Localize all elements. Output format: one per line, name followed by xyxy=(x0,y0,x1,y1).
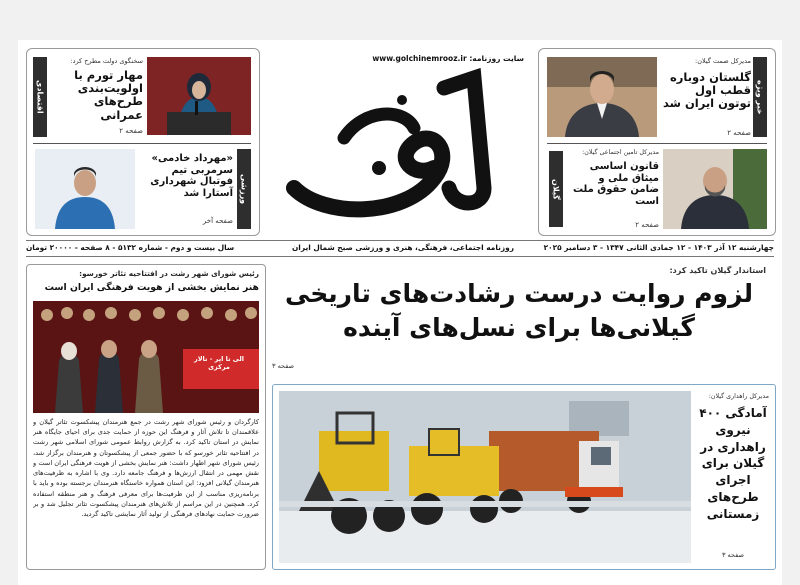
page-reference: صفحه آخر xyxy=(202,217,233,225)
site-url[interactable]: www.golchinemrooz.ir xyxy=(372,54,467,63)
story-kicker: مدیرکل راهداری گیلان: xyxy=(708,393,769,400)
story-photo-coach xyxy=(35,149,135,229)
site-url-line xyxy=(272,54,524,63)
info-bar-top-rule xyxy=(26,240,774,241)
story-headline[interactable]: هنر نمایش بخشی از هویت فرهنگی ایران است xyxy=(44,282,259,293)
main-kicker: استاندار گیلان تاکید کرد: xyxy=(669,266,766,275)
page-reference: صفحه ۳ xyxy=(272,362,295,370)
newspaper-page xyxy=(18,40,782,585)
story-kicker: مدیرکل صمت گیلان: xyxy=(695,57,751,65)
story-photo-official xyxy=(547,57,657,137)
story-photo-snow-ploughs xyxy=(279,391,691,563)
page-reference: صفحه ۳ xyxy=(721,551,745,559)
story-kicker: سخنگوی دولت مطرح کرد: xyxy=(70,57,143,65)
divider xyxy=(33,143,251,144)
section-tag-gilan: گیلان xyxy=(549,151,563,227)
tagline: روزنامه اجتماعی، فرهنگی، هنری و ورزشی صبح شمال ایران xyxy=(292,243,514,252)
story-headline[interactable]: مهار تورم با اولویت‌بندی طرح‌های عمرانی xyxy=(74,68,143,122)
site-label: سایت روزنامه: xyxy=(469,54,524,63)
page-reference: صفحه ۲ xyxy=(119,127,143,135)
story-kicker: رئیس شورای شهر رشت در افتتاحیه تئاتر خورسو: xyxy=(79,269,259,278)
page-reference: صفحه ۲ xyxy=(635,221,659,229)
issue-line: سال بیست و دوم - شماره ۵۱۳۲ - ۸ صفحه - ۲۰۰۰۰ تومان xyxy=(26,243,235,252)
main-headline-line-1[interactable]: لزوم روایت درست رشادت‌های تاریخی xyxy=(284,279,754,308)
banner-text: الی تا اپر - تالار مرکزی xyxy=(193,355,245,371)
roads-story-box xyxy=(272,384,776,570)
story-headline[interactable]: «مهرداد خادمی» سرمربی تیم فوتبال شهرداری آستارا شد xyxy=(150,153,233,199)
main-headline-line-2[interactable]: گیلانی‌ها برای نسل‌های آینده xyxy=(343,313,695,342)
page-reference: صفحه ۲ xyxy=(727,129,751,137)
story-headline[interactable]: قانون اساسی میثاق ملی و ضامن حقوق ملت است xyxy=(572,161,659,207)
story-photo-director xyxy=(663,149,767,229)
divider xyxy=(547,143,767,144)
info-bar-bottom-rule xyxy=(26,256,774,257)
story-photo-theatre xyxy=(33,301,259,413)
story-photo-spokeswoman xyxy=(147,57,251,135)
section-tag-special: خبر ویژه xyxy=(753,57,767,137)
top-right-teaser-box xyxy=(538,48,776,236)
story-headline[interactable]: گلستان دوباره قطب اول توتون ایران شد xyxy=(662,70,751,111)
section-tag-sports: ورزشی xyxy=(237,149,251,229)
story-headline[interactable]: آمادگی ۴۰۰ نیروی راهداری در گیلان برای اجرای طرح‌های زمستانی xyxy=(699,406,767,521)
date-line: چهارشنبه ۱۲ آذر ۱۴۰۳ - ۱۲ جمادی الثانی ۱۳۴۷ - ۳ دسامبر ۲۰۲۵ xyxy=(543,243,774,252)
masthead-logo xyxy=(284,68,520,218)
story-body: کارگردان و رئیس شورای شهر رشت در جمع هنرمندان پیشکسوت تئاتر گیلان و علاقمندان تا تلاش آثار و فرهنگ این حوزه از حمایت جدی برای احیای جایگاه هنر نمایش در استان تاکید کرد. به گزارش روابط عمومی شورای اسلامی شهر رشت در افتتاحیه تئاتر خورسو که با حضور جمعی از پیشکسوتان و هنرمندان برگزار شد، رئیس شورای شهر اظهار داشت: هنر نمایش بخشی از هویت فرهنگی ایران است و نقش مهمی در انتقال ارزش‌ها و فرهنگ جامعه دارد. وی با اشاره به ظرفیت‌های هنرمندان گیلانی افزود: این استان همواره خاستگاه هنرمندان برجسته بوده و باید با برنامه‌ریزی مناسب از این ظرفیت‌ها برای معرفی فرهنگ و هنر منطقه استفاده کرد. همچنین در این مراسم از تلاش‌های هنرمندان پیشکسوت تئاتر تجلیل شد و بر ضرورت حمایت نهادهای فرهنگی از تولید آثار نمایشی تاکید گردید. xyxy=(33,418,259,518)
top-left-teaser-box xyxy=(26,48,260,236)
story-kicker: مدیرکل تامین اجتماعی گیلان: xyxy=(582,149,659,156)
culture-story-box xyxy=(26,264,266,570)
section-tag-economy: اقتصادی xyxy=(33,57,47,137)
